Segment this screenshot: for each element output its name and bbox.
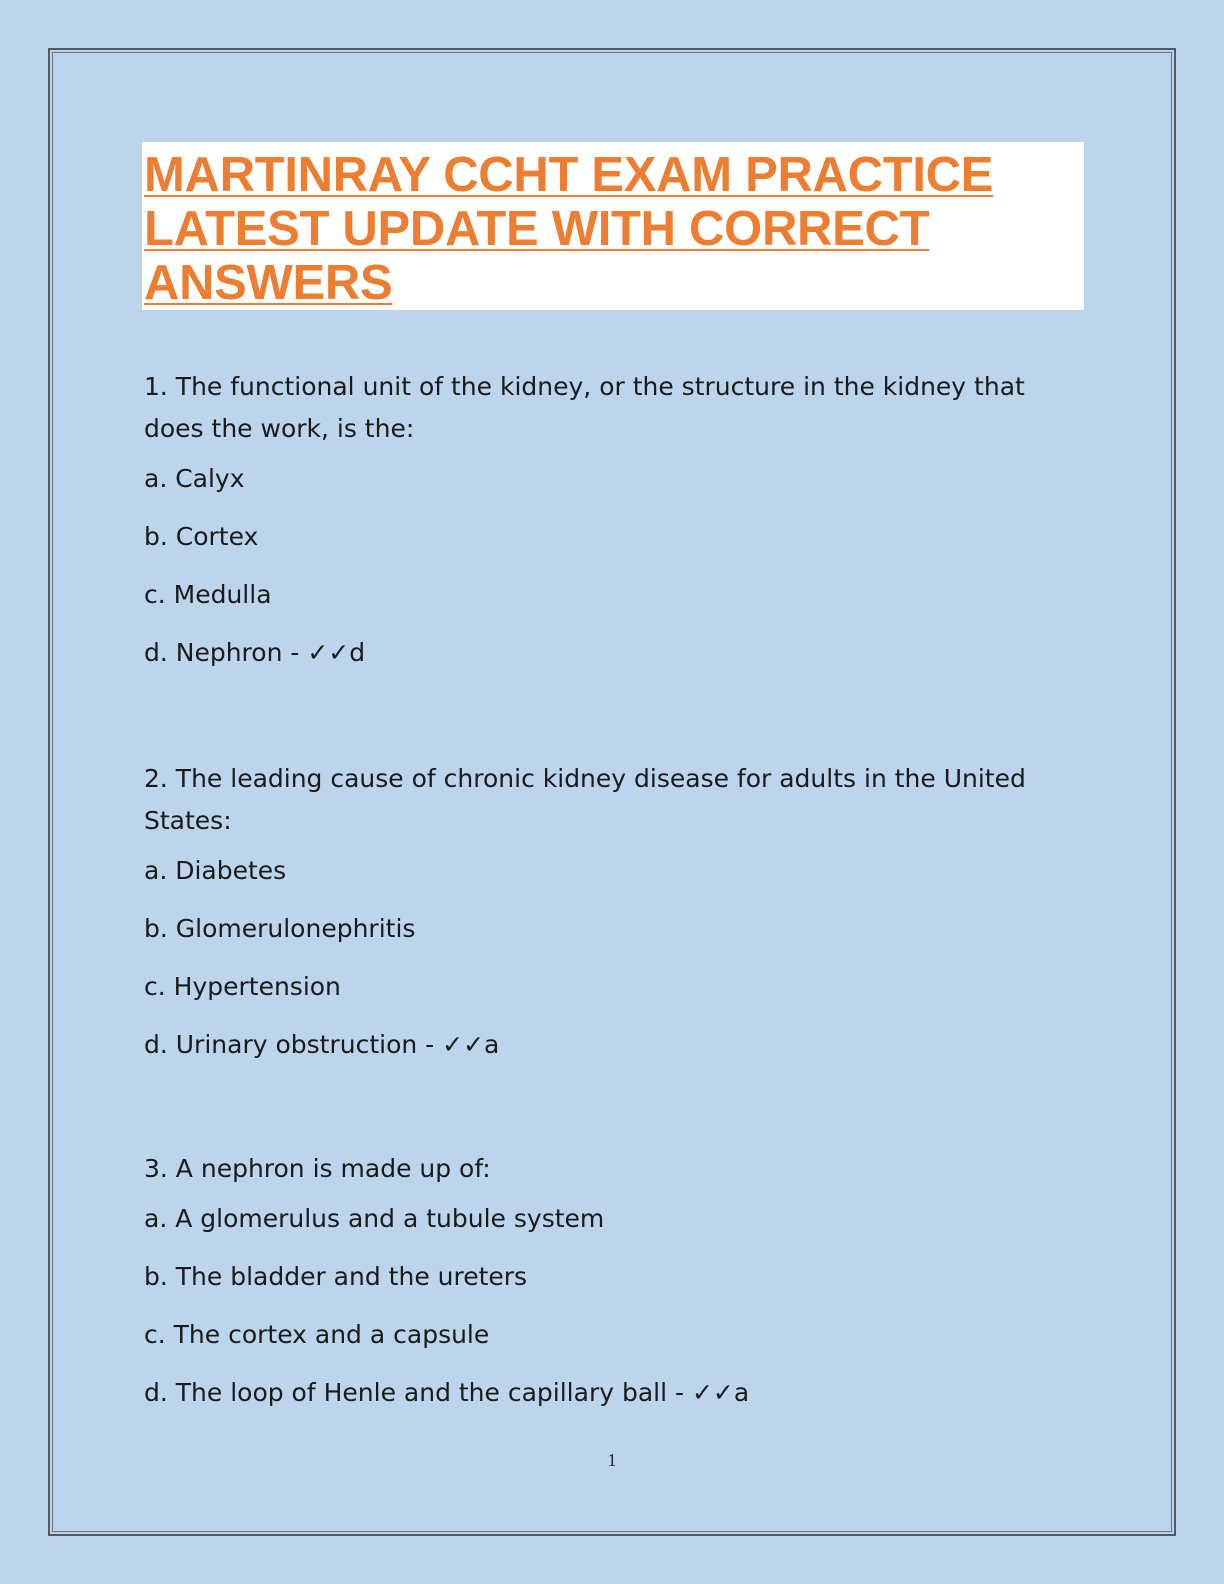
question-1-answer: d: [349, 638, 366, 667]
question-3-option-d: [144, 1378, 749, 1408]
question-2-text-line2: States:: [144, 806, 232, 835]
question-2-option-d-label: d. Urinary obstruction -: [144, 1030, 443, 1059]
question-2-answer: a: [484, 1030, 500, 1059]
page-number: 1: [607, 1450, 617, 1470]
question-3: [144, 1148, 749, 1408]
question-3-option-c: c. The cortex and a capsule: [144, 1320, 490, 1349]
title-line-2: LATEST UPDATE WITH CORRECT: [144, 202, 930, 256]
question-3-option-a: a. A glomerulus and a tubule system: [144, 1204, 605, 1233]
title-line-1: MARTINRAY CCHT EXAM PRACTICE: [144, 148, 994, 202]
question-3-text: 3. A nephron is made up of:: [144, 1154, 491, 1183]
question-2-option-d: [144, 1030, 1026, 1060]
checkmark-icon: ✓✓: [442, 1030, 485, 1059]
question-1-option-a: a. Calyx: [144, 464, 245, 493]
question-2-option-b: b. Glomerulonephritis: [144, 914, 416, 943]
question-1-option-c: c. Medulla: [144, 580, 272, 609]
checkmark-icon: ✓✓: [307, 638, 350, 667]
question-2-text: [144, 758, 1026, 842]
question-1-option-d: [144, 638, 1025, 668]
question-1: [144, 366, 1025, 668]
question-1-text: [144, 366, 1025, 450]
checkmark-icon: ✓✓: [691, 1378, 734, 1407]
document-title: [142, 142, 1084, 310]
question-1-option-d-label: d. Nephron -: [144, 638, 308, 667]
question-1-text-line2: does the work, is the:: [144, 414, 415, 443]
question-3-option-b: b. The bladder and the ureters: [144, 1262, 528, 1291]
question-1-text-line1: 1. The functional unit of the kidney, or the structure in the kidney that: [144, 372, 1025, 401]
question-1-option-b: b. Cortex: [144, 522, 259, 551]
question-2: [144, 758, 1026, 1060]
question-2-option-c: c. Hypertension: [144, 972, 341, 1001]
title-line-3: ANSWERS: [144, 256, 393, 310]
question-2-text-line1: 2. The leading cause of chronic kidney disease for adults in the United: [144, 764, 1026, 793]
question-3-answer: a: [733, 1378, 750, 1407]
question-3-option-d-label: d. The loop of Henle and the capillary ball -: [144, 1378, 692, 1407]
question-2-option-a: a. Diabetes: [144, 856, 287, 885]
